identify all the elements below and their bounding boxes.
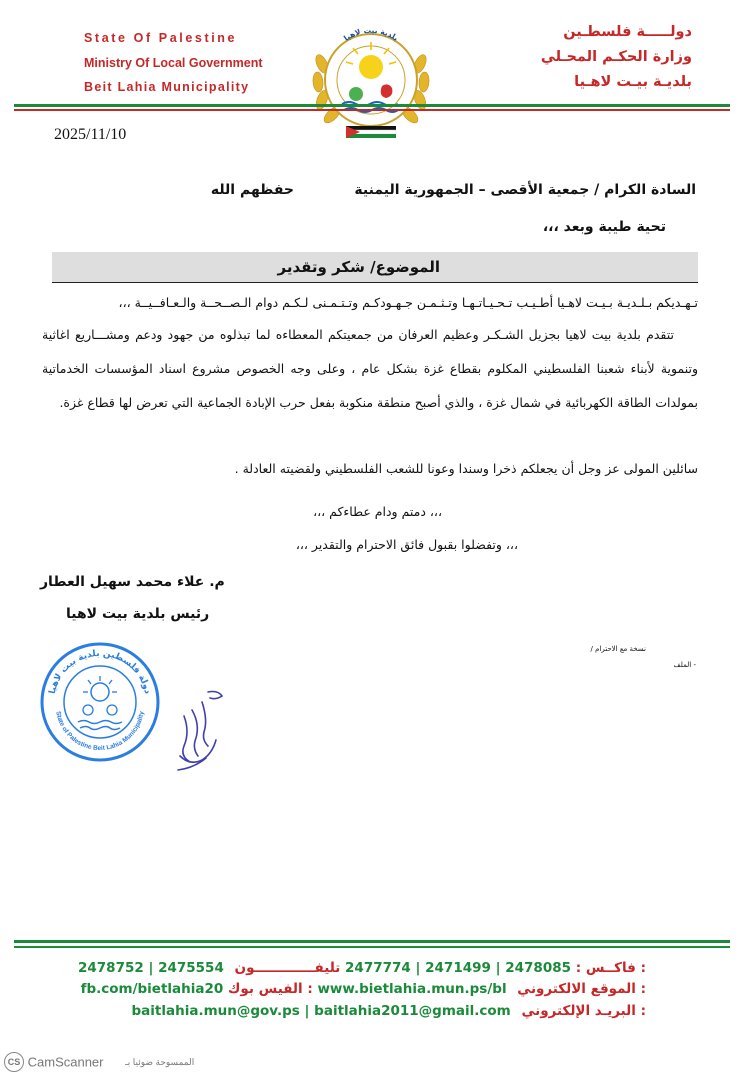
- header-en-municipality: Beit Lahia Municipality: [84, 80, 250, 94]
- footer-email-row: [132, 1003, 647, 1019]
- footer-divider-green-2: [14, 946, 730, 948]
- header-english: [84, 26, 263, 100]
- svg-text:بلدية بيت لاهيا: بلدية بيت لاهيا: [342, 25, 400, 43]
- body-paragraph-1: تـهـديكم بـلـديـة بـيـت لاهـيا أطـيـب تـحـيـاتـهـا وتـثـمـن جـهـودكـم وتـتـمـنى لـكـم دوام الـصــحــة والـعـافــيــة ،،،: [118, 295, 698, 310]
- copies-label: نسخة مع الاحترام /: [590, 645, 646, 653]
- footer-facebook-label: الفيس بوك :: [228, 981, 313, 997]
- header-ar-municipality: بلديـة بيـت لاهـيا: [574, 74, 692, 90]
- footer-phones: 2478085 | 2471499 | 2477774: [345, 960, 572, 976]
- official-seal: [38, 640, 162, 764]
- signatory-title: رئيس بلدية بيت لاهيا: [66, 606, 210, 622]
- municipality-logo: [306, 14, 436, 150]
- footer-web-row: [81, 981, 646, 997]
- header-divider-green: [14, 104, 730, 107]
- camscanner-icon: CS: [4, 1052, 24, 1072]
- header-arabic: [541, 20, 692, 95]
- blessing-text: حفظهم الله: [210, 182, 294, 198]
- greeting-line: تحية طيبة وبعد ،،،: [542, 219, 666, 235]
- closing-line-2: ،،، وتفضلوا بقبول فائق الاحترام والتقدير ،،،: [295, 537, 518, 552]
- footer-email-separator: |: [304, 1003, 310, 1019]
- header-ar-ministry: وزارة الحكـم المحـلي: [540, 49, 692, 65]
- header-ar-state: دولـــــة فلسطـين: [563, 24, 692, 40]
- handwritten-signature: [172, 686, 236, 782]
- footer-facebook[interactable]: fb.com/bietlahia20: [80, 981, 224, 997]
- footer-email-gmail[interactable]: baitlahia2011@gmail.com: [314, 1003, 511, 1019]
- letter-date: 2025/11/10: [54, 126, 127, 143]
- footer-divider-green-1: [14, 940, 730, 943]
- header-en-ministry: Ministry Of Local Government: [84, 55, 263, 70]
- recipient-line: السادة الكرام / جمعية الأقصى – الجمهورية اليمنية: [354, 182, 696, 198]
- footer-fax-label: فاكــس :: [575, 960, 636, 976]
- svg-text:دولة فلسطين بلدية بيت لاهيا: دولة فلسطين بلدية بيت لاهيا: [47, 648, 153, 695]
- footer-phone-label: تليفـــــــــــــون :: [234, 960, 646, 976]
- camscanner-caption: الممسوحة ضوئيا بـ: [125, 1056, 195, 1067]
- closing-line-1: ،،، دمتم ودام عطاءكم ،،،: [313, 504, 442, 519]
- header-divider-red: [14, 109, 730, 111]
- footer-email-gov[interactable]: baitlahia.mun@gov.ps: [131, 1003, 300, 1019]
- camscanner-brand: CamScanner: [27, 1054, 104, 1070]
- scanner-watermark: [4, 1052, 194, 1072]
- body-paragraph-2: تتقدم بلدية بيت لاهيا بجزيل الشـكـر وعظيم العرفان من جمعيتكم المعطاءه لما تبذلوه من جهود ودعم ومشـــاريع اغاثية وتنموية لأبناء شعبنا الفلسطيني المكلوم بقطاع غزة بشكل عام ، وعلى وجه الخصوص مشروع اسناد المؤسسات الخدماتية بمولدات الطاقة الكهربائية في شمال غزة ، والذي أصبح منطقة منكوبة بفعل حرب الإبادة الجماعية التي تعرض لها قطاع غزة.: [42, 327, 698, 410]
- body-paragraph-3: سائلين المولى عز وجل أن يجعلكم ذخرا وسندا وعونا للشعب الفلسطيني ولقضيته العادلة .: [234, 461, 698, 476]
- copies-file: - الملف: [673, 661, 696, 669]
- footer-phone-row: [78, 960, 646, 976]
- footer-website-label: الموقع الالكتروني :: [517, 981, 646, 997]
- header-en-state: State Of Palestine: [84, 31, 238, 45]
- footer-fax: 2478752 | 2475554: [78, 960, 224, 976]
- footer-email-label: البريـد الإلكتروني :: [521, 1003, 646, 1019]
- footer-website[interactable]: www.bietlahia.mun.ps/bl: [317, 981, 507, 997]
- subject-title: الموضوع/ شكر وتقدير: [277, 258, 440, 276]
- signatory-name: م. علاء محمد سهيل العطار: [40, 574, 225, 590]
- svg-text:State of Palestine Beit Lahia: State of Palestine Beit Lahia Municipality: [54, 710, 146, 753]
